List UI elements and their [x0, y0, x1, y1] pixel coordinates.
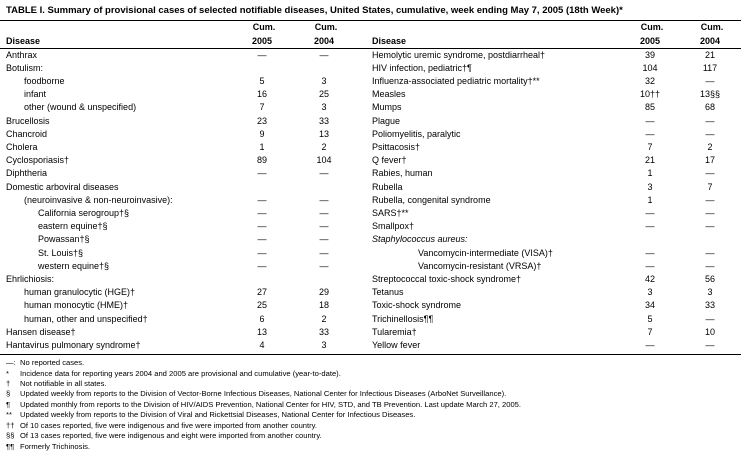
disease-name-left: Chancroid — [6, 128, 48, 139]
footnote-text: Of 10 cases reported, five were indigenous and five were imported from another country. — [20, 420, 318, 430]
table-row — [0, 220, 741, 233]
column-gap — [356, 339, 366, 355]
disease-cum-2005-right: 7 — [647, 326, 653, 337]
disease-cum-2004-right: 7 — [707, 181, 713, 192]
disease-name-left: California serogroup†§ — [38, 208, 130, 219]
footnote — [6, 379, 735, 389]
disease-cum-2004-left: — — [319, 49, 329, 60]
footnote — [6, 358, 735, 368]
disease-name-right: Influenza-associated pediatric mortality†** — [372, 76, 540, 86]
disease-name-left: eastern equine†§ — [38, 221, 108, 232]
disease-name-right: Trichinellosis¶¶ — [372, 313, 434, 324]
footnote-marker: §§ — [6, 431, 15, 441]
disease-name-right: Q fever† — [372, 155, 407, 166]
disease-name-left: Brucellosis — [6, 115, 50, 126]
column-gap — [356, 194, 366, 207]
disease-cum-2005-right: — — [645, 128, 655, 139]
table-row — [0, 313, 741, 326]
footnote-text: No reported cases. — [20, 358, 85, 368]
header-year-2004-right: 2004 — [681, 35, 741, 49]
disease-name-left: Cyclosporiasis† — [6, 155, 70, 166]
table-row — [0, 286, 741, 299]
footnote — [6, 369, 735, 379]
disease-cum-2005-right: 5 — [647, 313, 653, 324]
disease-cum-2005-left: — — [257, 247, 267, 258]
disease-name-left: Diphtheria — [6, 168, 48, 179]
disease-name-right: Tetanus — [372, 287, 404, 298]
disease-cum-2004-left: 13 — [318, 128, 329, 139]
disease-cum-2004-right: 56 — [704, 274, 715, 285]
table-row — [0, 326, 741, 339]
disease-name-right: Toxic-shock syndrome — [372, 300, 462, 311]
disease-cum-2004-left — [294, 181, 356, 194]
column-gap — [356, 62, 366, 75]
column-gap — [356, 207, 366, 220]
disease-cum-2004-right: — — [705, 128, 715, 139]
disease-name-right: Vancomycin-resistant (VRSA)† — [418, 260, 542, 271]
table-row — [0, 115, 741, 128]
disease-name-left: Hansen disease† — [6, 326, 76, 337]
disease-name-right: Rubella, congenital syndrome — [372, 194, 491, 205]
table-row — [0, 48, 741, 62]
disease-cum-2005-left: — — [257, 260, 267, 271]
disease-name-left: Botulism: — [6, 62, 44, 73]
table-row — [0, 273, 741, 286]
disease-name-right: Smallpox† — [372, 221, 415, 232]
disease-name-right: Measles — [372, 89, 406, 100]
column-gap — [356, 154, 366, 167]
disease-cum-2005-left: 5 — [259, 76, 265, 86]
disease-cum-2005-left: 6 — [259, 313, 265, 324]
header-row-cum — [0, 21, 741, 34]
header-disease-right: Disease — [366, 35, 621, 49]
header-cum-left-2004: Cum. — [314, 22, 338, 33]
footnote-marker: § — [6, 389, 11, 399]
disease-cum-2005-left: 89 — [256, 155, 267, 166]
disease-name-right: Streptococcal toxic-shock syndrome† — [372, 274, 522, 285]
disease-cum-2004-right: — — [705, 168, 715, 179]
disease-cum-2004-left: 33 — [318, 115, 329, 126]
footnote-text: Updated monthly from reports to the Division of HIV/AIDS Prevention, National Center for HIV, STD, and TB Prevention. Last update March 27, 2005. — [20, 399, 522, 409]
disease-cum-2005-right — [621, 233, 681, 246]
disease-cum-2004-left: 3 — [294, 339, 356, 355]
disease-cum-2005-right: 1 — [647, 168, 653, 179]
disease-cum-2005-left: — — [257, 221, 267, 232]
disease-name-left: human granulocytic (HGE)† — [24, 287, 136, 298]
disease-cum-2004-right: 68 — [704, 102, 715, 113]
disease-cum-2004-left: 25 — [318, 89, 329, 100]
disease-cum-2004-right: 13§§ — [699, 89, 721, 100]
disease-cum-2004-left: 104 — [316, 155, 332, 166]
disease-cum-2005-left: — — [257, 168, 267, 179]
disease-name-left: infant — [24, 89, 47, 100]
table-row — [0, 299, 741, 312]
column-gap — [356, 233, 366, 246]
column-gap — [356, 48, 366, 62]
column-gap — [356, 167, 366, 180]
table-row — [0, 88, 741, 101]
disease-cum-2005-left: — — [257, 234, 267, 245]
disease-name-left: Powassan†§ — [38, 234, 90, 245]
disease-cum-2005-right: 21 — [644, 155, 655, 166]
disease-cum-2004-right: 117 — [702, 62, 718, 73]
disease-cum-2004-left — [294, 273, 356, 286]
disease-cum-2005-right: 3 — [647, 287, 653, 298]
footnote-text: Formerly Trichinosis. — [20, 441, 91, 451]
disease-name-left: other (wound & unspecified) — [24, 102, 137, 113]
disease-cum-2005-left: 9 — [259, 128, 265, 139]
disease-name-left: Domestic arboviral diseases — [6, 181, 119, 192]
disease-cum-2004-left: 29 — [318, 287, 329, 298]
disease-cum-2004-right: 2 — [707, 142, 713, 153]
table-row — [0, 167, 741, 180]
disease-name-left: human, other and unspecified† — [24, 313, 148, 324]
disease-cum-2004-left: 2 — [321, 313, 327, 324]
disease-cum-2004-left: — — [319, 194, 329, 205]
footnote-text: Of 13 cases reported, five were indigenous and eight were imported from another country. — [20, 431, 322, 441]
table-row — [0, 101, 741, 114]
disease-cum-2004-left: — — [319, 260, 329, 271]
footnote — [6, 421, 735, 431]
disease-cum-2004-right: — — [705, 115, 715, 126]
disease-cum-2004-left — [294, 62, 356, 75]
disease-cum-2005-left: 16 — [256, 89, 267, 100]
column-gap — [356, 299, 366, 312]
disease-cum-2004-right: 33 — [704, 300, 715, 311]
footnote-marker: †† — [6, 420, 15, 430]
column-gap — [356, 260, 366, 273]
table-row — [0, 194, 741, 207]
column-gap — [356, 75, 366, 88]
disease-cum-2004-left: 33 — [318, 326, 329, 337]
footnote-text: Incidence data for reporting years 2004 and 2005 are provisional and cumulative (year-to-date). — [20, 368, 341, 378]
disease-name-right: Tularemia† — [372, 326, 417, 337]
table-row — [0, 247, 741, 260]
disease-cum-2005-left: 7 — [259, 102, 265, 113]
disease-cum-2005-left: 27 — [256, 287, 267, 298]
disease-name-right: HIV infection, pediatric†¶ — [372, 62, 472, 73]
column-gap — [356, 141, 366, 154]
table-head — [0, 21, 741, 48]
table-row — [0, 233, 741, 246]
disease-cum-2004-right: — — [705, 208, 715, 219]
table-row — [0, 207, 741, 220]
footnote-marker: ** — [6, 410, 12, 420]
disease-cum-2004-right: — — [705, 76, 715, 86]
header-row-years — [0, 35, 741, 49]
table-row — [0, 181, 741, 194]
header-cum-right-2004: Cum. — [700, 22, 724, 33]
disease-cum-2004-left: 3 — [321, 76, 327, 86]
disease-name-right: Vancomycin-intermediate (VISA)† — [418, 247, 553, 258]
disease-cum-2005-left — [232, 181, 294, 194]
footnote — [6, 442, 735, 452]
column-gap — [356, 181, 366, 194]
column-gap — [356, 88, 366, 101]
footnote-text: Updated weekly from reports to the Division of Viral and Rickettsial Diseases, National Center for Infectious Diseases. — [20, 410, 416, 420]
disease-cum-2004-right — [681, 233, 741, 246]
disease-cum-2004-left: 18 — [318, 300, 329, 311]
disease-name-left: (neuroinvasive & non-neuroinvasive): — [24, 194, 173, 205]
disease-cum-2005-right: 7 — [647, 142, 653, 153]
disease-cum-2005-right: 34 — [644, 300, 655, 311]
column-gap — [356, 326, 366, 339]
column-gap — [356, 220, 366, 233]
header-year-2005-left: 2005 — [232, 35, 294, 49]
table-row — [0, 62, 741, 75]
disease-cum-2005-right: 104 — [642, 62, 658, 73]
column-gap — [356, 273, 366, 286]
table-row — [0, 339, 741, 355]
header-spacer-right — [366, 21, 621, 34]
footnote — [6, 431, 735, 441]
disease-cum-2005-right: — — [621, 339, 681, 355]
footnote-text: Not notifiable in all states. — [20, 379, 107, 389]
footnote — [6, 410, 735, 420]
disease-cum-2005-left: 25 — [256, 300, 267, 311]
table-row — [0, 128, 741, 141]
footnote — [6, 389, 735, 399]
disease-cum-2005-right: — — [645, 115, 655, 126]
footnote-text: Updated weekly from reports to the Division of Vector-Borne Infectious Diseases, National Center for Infectious Diseases (ArboNet Surveillance). — [20, 389, 507, 399]
disease-cum-2004-right: — — [705, 221, 715, 232]
footnotes — [0, 355, 741, 452]
column-gap — [356, 115, 366, 128]
disease-cum-2005-right: 1 — [647, 194, 653, 205]
header-disease-left: Disease — [0, 35, 232, 49]
disease-name-right: Rabies, human — [372, 168, 433, 179]
disease-cum-2004-left: 3 — [321, 102, 327, 113]
disease-cum-2005-left: — — [257, 194, 267, 205]
footnote-marker: —: — [6, 358, 16, 368]
disease-cum-2005-right: 42 — [644, 274, 655, 285]
disease-cum-2004-left: 2 — [321, 142, 327, 153]
footnote-marker: † — [6, 379, 11, 389]
column-gap — [356, 286, 366, 299]
table-row — [0, 75, 741, 88]
disease-cum-2004-right: 21 — [704, 49, 715, 60]
disease-cum-2004-left: — — [319, 208, 329, 219]
disease-name-left: St. Louis†§ — [38, 247, 84, 258]
disease-name-right: Rubella — [372, 181, 403, 192]
disease-name-left: foodborne — [24, 76, 65, 86]
header-year-2005-right: 2005 — [621, 35, 681, 49]
table-row — [0, 260, 741, 273]
footnote-marker: ¶¶ — [6, 441, 15, 451]
column-gap — [356, 313, 366, 326]
disease-cum-2005-left: — — [257, 208, 267, 219]
disease-name-right: Mumps — [372, 102, 402, 113]
disease-name-left: human monocytic (HME)† — [24, 300, 129, 311]
disease-name-right: Poliomyelitis, paralytic — [372, 128, 461, 139]
disease-cum-2004-left: — — [319, 234, 329, 245]
disease-cum-2004-right: — — [705, 260, 715, 271]
table-row — [0, 141, 741, 154]
disease-cum-2005-right: 85 — [644, 102, 655, 113]
disease-cum-2005-right: 39 — [644, 49, 655, 60]
disease-cum-2005-right: — — [645, 260, 655, 271]
disease-name-right: Hemolytic uremic syndrome, postdiarrheal† — [372, 49, 546, 60]
disease-cum-2004-right: — — [681, 339, 741, 355]
disease-cum-2004-right: 10 — [704, 326, 715, 337]
footnote-marker: * — [6, 368, 9, 378]
disease-cum-2005-left: 4 — [232, 339, 294, 355]
disease-cum-2004-left: — — [319, 247, 329, 258]
disease-name-left: Ehrlichiosis: — [6, 274, 55, 285]
footnote — [6, 400, 735, 410]
disease-cum-2005-right: — — [645, 221, 655, 232]
disease-cum-2005-left — [232, 62, 294, 75]
table-row — [0, 154, 741, 167]
disease-name-left: western equine†§ — [38, 260, 110, 271]
disease-cum-2005-right: 10†† — [639, 89, 661, 100]
disease-cum-2005-right: — — [645, 247, 655, 258]
disease-name-right: Staphylococcus aureus: — [372, 234, 468, 245]
column-gap — [356, 247, 366, 260]
table-title: TABLE I. Summary of provisional cases of selected notifiable diseases, United States, cumulative, week ending May 7, 2005 (18th Week)* — [0, 0, 741, 21]
disease-cum-2005-left: — — [257, 49, 267, 60]
header-spacer-mid — [356, 21, 366, 34]
table-body — [0, 48, 741, 355]
disease-cum-2004-left: — — [319, 168, 329, 179]
disease-cum-2004-right: — — [705, 313, 715, 324]
disease-cum-2005-right: 3 — [647, 181, 653, 192]
column-gap — [356, 101, 366, 114]
header-gap — [356, 35, 366, 49]
footnote-marker: ¶ — [6, 399, 11, 409]
disease-cum-2005-left — [232, 273, 294, 286]
disease-cum-2005-left: 23 — [256, 115, 267, 126]
disease-name-right: SARS†** — [372, 208, 409, 219]
header-year-2004-left: 2004 — [294, 35, 356, 49]
disease-cum-2004-right: — — [705, 247, 715, 258]
disease-cum-2005-right: 32 — [644, 76, 655, 86]
disease-name-right: Plague — [372, 115, 401, 126]
disease-cum-2005-left: 13 — [256, 326, 267, 337]
header-cum-left-2005: Cum. — [252, 22, 276, 33]
disease-cum-2004-right: — — [705, 194, 715, 205]
disease-name-right: Yellow fever — [366, 339, 621, 355]
disease-cum-2005-left: 1 — [259, 142, 265, 153]
column-gap — [356, 128, 366, 141]
disease-name-right: Psittacosis† — [372, 142, 421, 153]
disease-cum-2004-right: 17 — [704, 155, 715, 166]
header-cum-right-2005: Cum. — [640, 22, 664, 33]
header-spacer-left — [0, 21, 232, 34]
disease-cum-2004-right: 3 — [707, 287, 713, 298]
disease-name-left: Hantavirus pulmonary syndrome† — [0, 339, 232, 355]
disease-cum-2005-right: — — [645, 208, 655, 219]
disease-name-left: Cholera — [6, 142, 38, 153]
disease-cum-2004-left: — — [319, 221, 329, 232]
disease-name-left: Anthrax — [6, 49, 38, 60]
notifiable-diseases-table — [0, 21, 741, 355]
